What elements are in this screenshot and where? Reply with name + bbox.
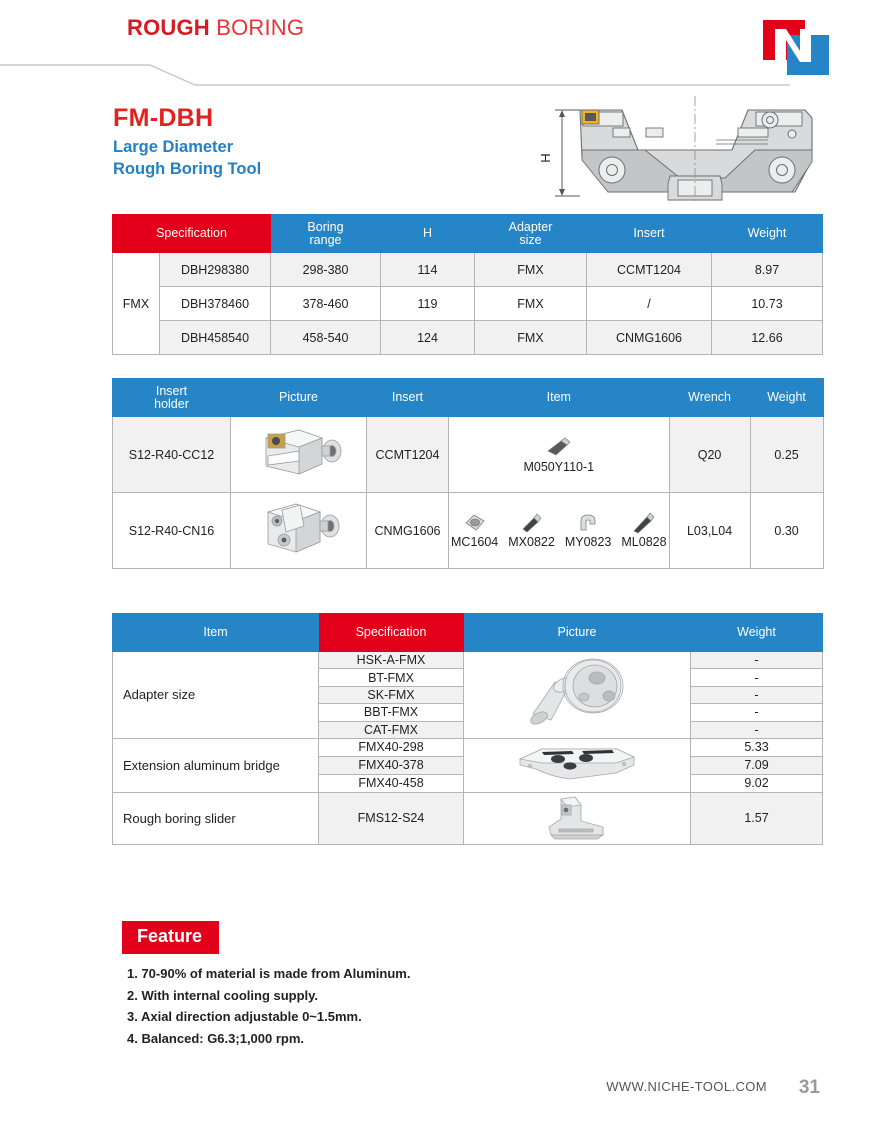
cell-weight: 5.33 [691,738,823,756]
cell-wrench: Q20 [669,417,750,493]
cell-spec: DBH378460 [160,287,271,321]
cell-holder-picture [231,493,367,569]
col-header-wrench: Wrench [669,379,750,417]
col-header-insert-holder: Insert holder [113,379,231,417]
cell-adapter-size: FMX [475,287,587,321]
col-header-item: Item [449,379,670,417]
cell-h: 119 [381,287,475,321]
cell-wrench: L03,L04 [669,493,750,569]
boring-head-diagram [520,88,850,208]
table-row [113,792,823,844]
header-divider [0,45,790,90]
col-header-item: Item [113,614,319,652]
cell-boring-range: 458-540 [271,321,381,355]
cell-slider-picture [464,792,691,844]
cell-item-adapter-size: Adapter size [113,652,319,739]
col-header-boring-range: Boring range [271,215,381,253]
page-title [127,15,304,41]
cell-h: 114 [381,253,475,287]
product-header [0,92,872,210]
diagram-h-label: H [538,153,553,163]
cell-weight: 9.02 [691,774,823,792]
screw-m050y110-icon [542,435,576,459]
footer-website-url: WWW.NICHE-TOOL.COM [606,1079,767,1094]
col-header-picture: Picture [464,614,691,652]
feature-item: 1. 70-90% of material is made from Aluminum. [127,966,411,981]
adapter-holder-photo [517,652,637,734]
feature-heading: Feature [122,921,219,954]
page-title-light: BORING [216,15,305,40]
col-header-specification: Specification [113,215,271,253]
cell-spec: FMX40-458 [319,774,464,792]
insert-holder-cn16-photo [244,496,354,562]
screw-ml0828-icon [631,512,657,534]
product-subtitle-line1: Large Diameter [113,138,234,156]
product-subtitle [113,136,261,180]
col-header-h: H [381,215,475,253]
cell-spec: DBH298380 [160,253,271,287]
item-label: M050Y110-1 [523,460,595,474]
table-row [113,738,823,756]
accessory-table-header-row [113,614,823,652]
spec-group-label: FMX [113,253,160,355]
insert-holder-table [112,378,824,569]
cell-insert-holder: S12-R40-CC12 [113,417,231,493]
product-subtitle-line2: Rough Boring Tool [113,160,262,178]
cell-item-boring-slider: Rough boring slider [113,792,319,844]
item-label: MX0822 [508,535,555,549]
item-entry [565,512,612,549]
table-row [113,652,823,669]
cell-spec: BT-FMX [319,669,464,686]
specification-table-header-row [113,215,823,253]
cell-weight: 1.57 [691,792,823,844]
cell-spec: BBT-FMX [319,704,464,721]
feature-item: 2. With internal cooling supply. [127,987,319,1003]
product-code: FM-DBH [113,104,214,132]
cell-h: 124 [381,321,475,355]
item-entry [621,512,666,549]
col-header-insert: Insert [367,379,449,417]
col-header-insert: Insert [587,215,712,253]
insert-holder-cc12-photo [244,420,354,486]
cell-insert-holder: S12-R40-CN16 [113,493,231,569]
cell-weight: 0.25 [750,417,823,493]
cell-spec: DBH458540 [160,321,271,355]
cell-item-list [449,417,670,493]
cell-adapter-size: FMX [475,253,587,287]
boring-slider-photo [531,793,623,841]
feature-item: 3. Axial direction adjustable 0~1.5mm. [127,1009,362,1024]
cell-weight: 8.97 [712,253,823,287]
table-row [113,493,824,569]
item-entry [451,512,498,549]
cell-spec: FMX40-378 [319,756,464,774]
table-row [113,417,824,493]
cell-spec: SK-FMX [319,686,464,703]
accessory-table [112,613,823,845]
cell-spec: CAT-FMX [319,721,464,738]
table-row [113,287,823,321]
col-header-adapter-size: Adapter size [475,215,587,253]
cell-weight: 7.09 [691,756,823,774]
table-row [113,321,823,355]
cell-insert: CCMT1204 [587,253,712,287]
cell-weight: 10.73 [712,287,823,321]
cell-boring-range: 298-380 [271,253,381,287]
cell-boring-range: 378-460 [271,287,381,321]
cell-adapter-picture [464,652,691,739]
cell-spec: HSK-A-FMX [319,652,464,669]
col-header-weight: Weight [712,215,823,253]
cell-weight: 12.66 [712,321,823,355]
company-logo-icon [763,20,829,75]
cell-insert-code: CNMG1606 [367,493,449,569]
feature-item: 4. Balanced: G6.3;1,000 rpm. [127,1030,305,1046]
cell-insert-code: CCMT1204 [367,417,449,493]
cell-holder-picture [231,417,367,493]
cell-bridge-picture [464,738,691,792]
aluminum-bridge-photo [512,739,642,789]
col-header-picture: Picture [231,379,367,417]
page-title-bold: ROUGH [127,15,210,40]
cell-item-list [449,493,670,569]
item-entry [508,512,555,549]
cell-weight: 0.30 [750,493,823,569]
cell-spec: FMX40-298 [319,738,464,756]
table-row [113,253,823,287]
cell-weight: - [691,669,823,686]
insert-mc1604-icon [462,512,488,534]
cell-weight: - [691,652,823,669]
footer-page-number: 31 [798,1077,820,1098]
page-header [0,0,872,92]
item-label: ML0828 [621,535,667,549]
clamp-my0823-icon [575,512,601,534]
col-header-weight: Weight [691,614,823,652]
col-header-weight: Weight [750,379,823,417]
cell-insert: / [587,287,712,321]
cell-spec: FMS12-S24 [319,792,464,844]
specification-table [112,214,823,355]
col-header-specification: Specification [319,614,464,652]
cell-adapter-size: FMX [475,321,587,355]
insert-holder-table-header-row [113,379,824,417]
item-label: MY0823 [564,535,612,549]
feature-list [127,963,410,1049]
item-label: MC1604 [451,535,499,549]
screw-mx0822-icon [519,512,545,534]
cell-weight: - [691,704,823,721]
cell-weight: - [691,721,823,738]
cell-item-extension-bridge: Extension aluminum bridge [113,738,319,792]
cell-insert: CNMG1606 [587,321,712,355]
cell-weight: - [691,686,823,703]
